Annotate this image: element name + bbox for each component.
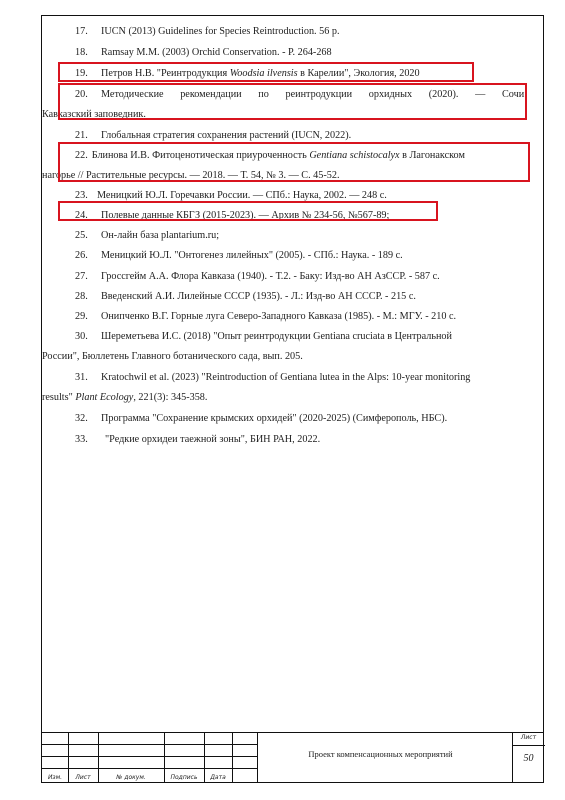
- reference-item: 24. Полевые данные КБГЗ (2015-2023). — Архив № 234-56, №567-89;: [75, 210, 390, 221]
- reference-item: 18. Ramsay M.M. (2003) Orchid Conservation. - P. 264-268: [75, 47, 332, 58]
- reference-item: 28. Введенский А.И. Лилейные СССР (1935). - Л.: Изд-во АН СССР. - 215 с.: [75, 291, 416, 302]
- label-change: Изм.: [47, 774, 63, 781]
- reference-item: 29. Онипченко В.Г. Горные луга Северо-Западного Кавказа (1985). - М.: МГУ. - 210 с.: [75, 311, 457, 322]
- reference-item: 27. Гроссгейм А.А. Флора Кавказа (1940). - Т.2. - Баку: Изд-во АН АзССР. - 587 с.: [75, 271, 440, 282]
- reference-item: 22. Блинова И.В. Фитоценотическая приуроченность Gentiana schistocalyx в Лагонакском нагорье // Растительные ресурсы. — 2018. — Т. 54, № 3. — С. 45-52.: [42, 150, 465, 181]
- highlight-box-ref-20: [58, 83, 527, 120]
- reference-item: 19. Петров Н.В. "Реинтродукция Woodsia ilvensis в Карелии", Экология, 2020: [75, 68, 420, 79]
- reference-item: 30. Шереметьева И.С. (2018) "Опыт реинтродукции Gentiana cruciata в Центральной России", Бюллетень Главного ботанического сада, вып. 205.: [42, 331, 452, 362]
- reference-item: 25. Он-лайн база plantarium.ru;: [75, 230, 220, 241]
- reference-item: 31. Kratochwil et al. (2023) "Reintroduction of Gentiana lutea in the Alps: 10-year monitoring results" Plant Ecology, 221(3): 345-358.: [42, 372, 471, 403]
- reference-item: 26. Меницкий Ю.Л. "Онтогенез лилейных" (2005). - СПб.: Наука. - 189 с.: [75, 250, 403, 261]
- sheet-number: 50: [523, 753, 534, 764]
- highlight-box-ref-19: [58, 62, 474, 82]
- label-sheet: Лист: [75, 774, 91, 781]
- highlight-box-ref-22: [58, 142, 530, 182]
- label-signature: Подпись: [170, 774, 198, 781]
- reference-item: 21. Глобальная стратегия сохранения растений (IUCN, 2022).: [75, 130, 352, 141]
- document-title: Проект компенсационных мероприятий: [308, 749, 453, 759]
- page-frame: [41, 15, 544, 783]
- label-document-number: № докум.: [116, 774, 146, 781]
- label-date: Дата: [210, 774, 226, 781]
- reference-item: 32. Программа "Сохранение крымских орхидей" (2020-2025) (Симферополь, НБС).: [75, 413, 448, 424]
- sheet-label: Лист: [520, 734, 537, 741]
- reference-item: 23. Меницкий Ю.Л. Горечавки России. — СПб.: Наука, 2002. — 248 с.: [75, 190, 387, 201]
- highlight-box-ref-24: [58, 201, 438, 221]
- reference-item: 17. IUCN (2013) Guidelines for Species Reintroduction. 56 p.: [75, 26, 340, 37]
- reference-item: 20. Методические рекомендации по реинтродукции орхидных (2020). — Сочи: Кавказский заповедник.: [42, 89, 527, 120]
- reference-item: 33. "Редкие орхидеи таежной зоны", БИН РАН, 2022.: [75, 434, 321, 445]
- title-block: [42, 732, 543, 782]
